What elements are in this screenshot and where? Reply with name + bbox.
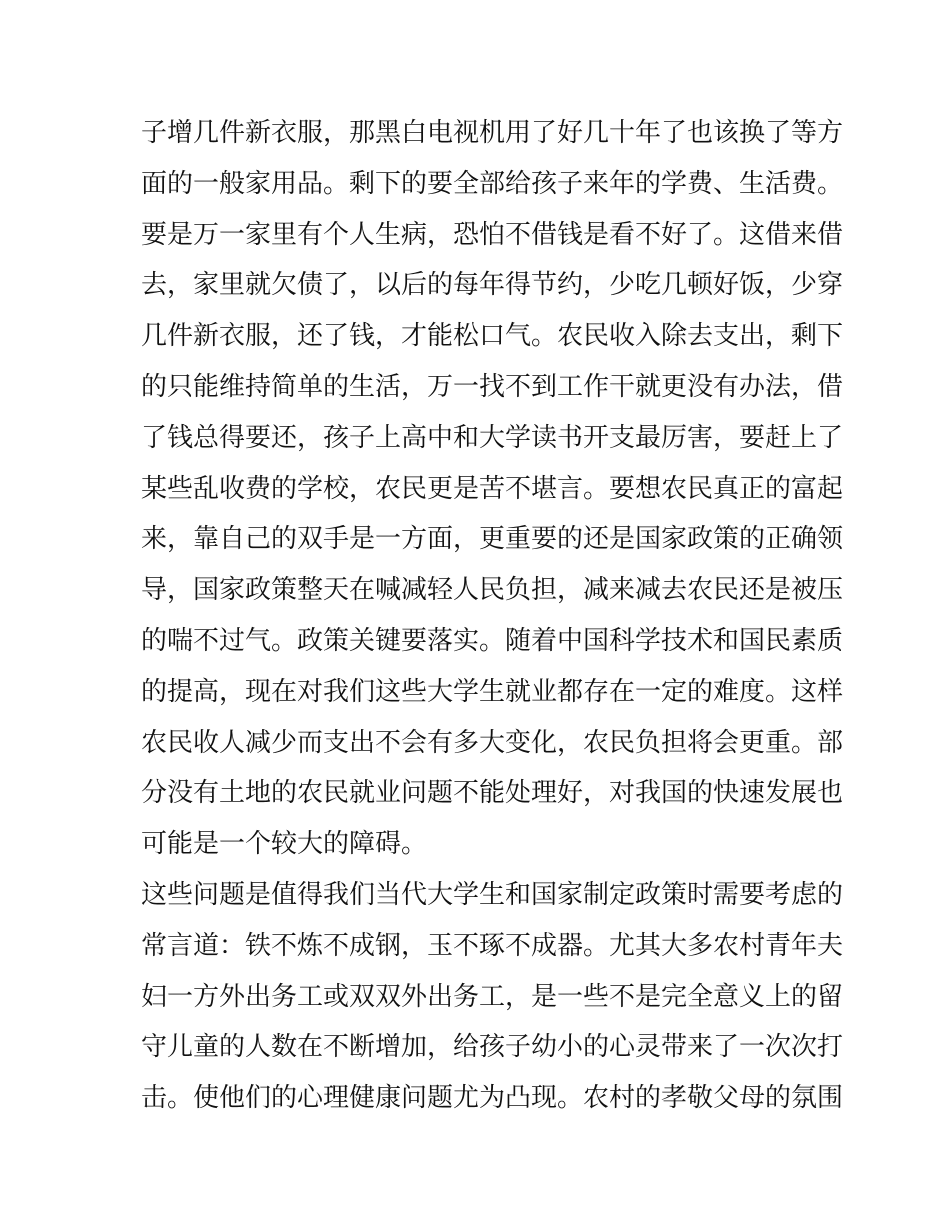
text-line-2: 面的一般家用品。剩下的要全部给孩子来年的学费、生活费。 [141,168,844,199]
text-line-1: 子增几件新衣服，那黑白电视机用了好几十年了也该换了等方 [141,118,844,148]
text-line-11: 的喘不过气。政策关键要落实。随着中国科学技术和国民素质 [141,625,844,656]
text-line-13: 农民收人减少而支出不会有多大变化，农民负担将会更重。部 [141,727,844,758]
text-line-9: 来，靠自己的双手是一方面，更重要的还是国家政策的正确领 [141,524,844,555]
text-line-4: 去，家里就欠债了，以后的每年得节约，少吃几顿好饭，少穿 [141,270,844,301]
text-line-18: 妇一方外出务工或双双外出务工，是一些不是完全意义上的留 [141,981,844,1012]
text-line-8: 某些乱收费的学校，农民更是苦不堪言。要想农民真正的富起 [141,473,844,504]
text-line-15: 可能是一个较大的障碍。 [141,829,428,860]
text-line-17: 常言道：铁不炼不成钢，玉不琢不成器。尤其大多农村青年夫 [141,930,844,961]
text-line-3: 要是万一家里有个人生病，恐怕不借钱是看不好了。这借来借 [141,219,844,250]
text-line-16: 这些问题是值得我们当代大学生和国家制定政策时需要考虑的 [141,879,844,910]
text-line-7: 了钱总得要还，孩子上高中和大学读书开支最厉害，要赶上了 [141,422,844,453]
text-line-20: 击。使他们的心理健康问题尤为凸现。农村的孝敬父母的氛围 [141,1083,844,1114]
text-line-19: 守儿童的人数在不断增加，给孩子幼小的心灵带来了一次次打 [141,1032,844,1063]
text-line-12: 的提高，现在对我们这些大学生就业都存在一定的难度。这样 [141,676,844,707]
text-line-6: 的只能维持简单的生活，万一找不到工作干就更没有办法，借 [141,371,844,402]
document-body [141,108,844,1124]
text-line-10: 导，国家政策整天在喊减轻人民负担，减来减去农民还是被压 [141,575,844,606]
text-line-5: 几件新衣服，还了钱，才能松口气。农民收入除去支出，剩下 [141,321,844,352]
text-line-14: 分没有土地的农民就业问题不能处理好，对我国的快速发展也 [141,778,844,809]
